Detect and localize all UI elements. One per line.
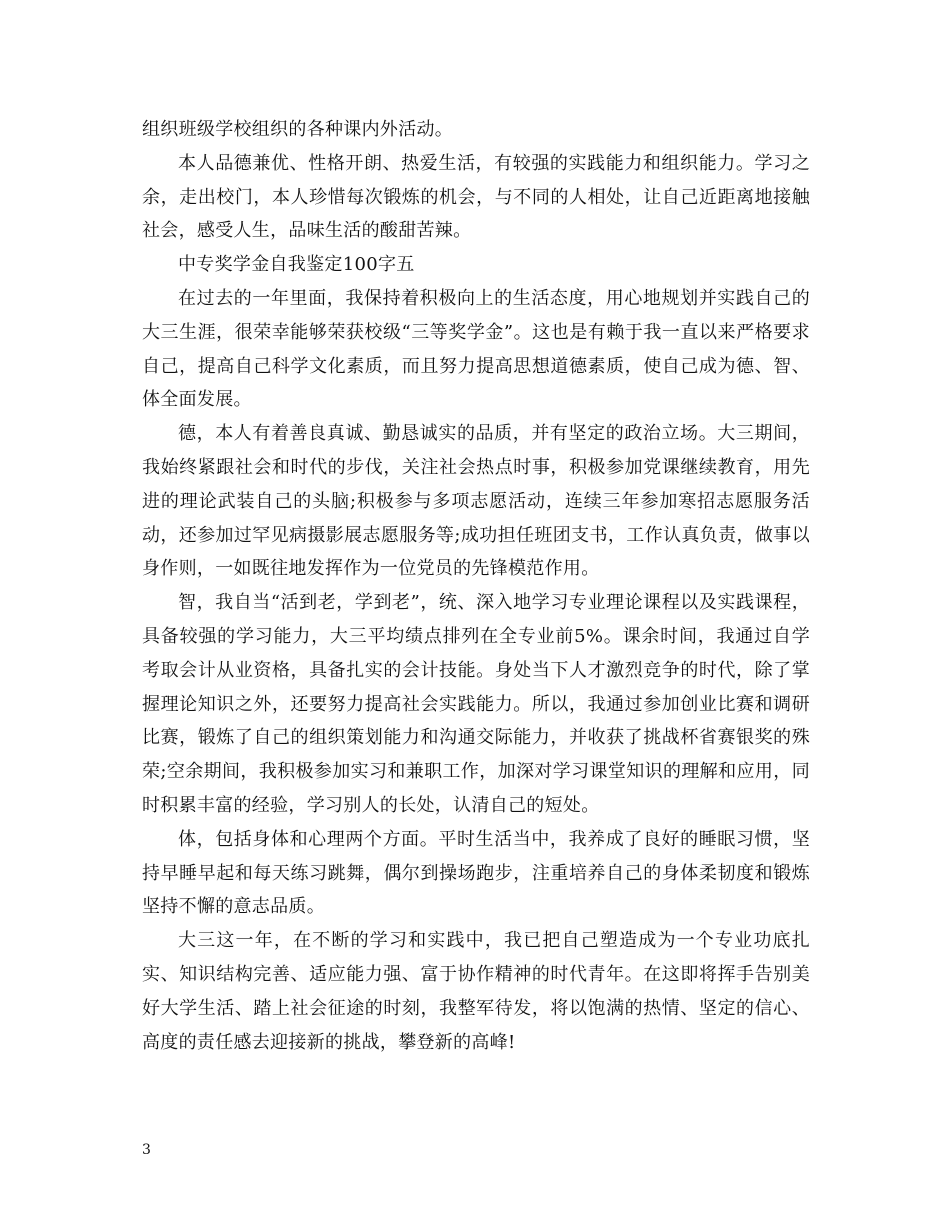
section-heading: 中专奖学金自我鉴定100字五 — [178, 254, 415, 276]
paragraph-conclusion: 大三这一年，在不断的学习和实践中，我已把自己塑造成为一个专业功底扎实、知识结构完善、适应能力强、富于协作精神的时代青年。在这即将挥手告别美好大学生活、踏上社会征途的时刻，我整军待发，将以饱满的热情、坚定的信心、高度的责任感去迎接新的挑战，攀登新的高峰! — [142, 930, 810, 1053]
paragraph-intellect: 智，我自当“活到老，学到老”，统、深入地学习专业理论课程以及实践课程，具备较强的学习能力，大三平均绩点排列在全专业前5%。课余时间，我通过自学考取会计从业资格，具备扎实的会计技能。身处当下人才激烈竞争的时代，除了掌握理论知识之外，还要努力提高社会实践能力。所以，我通过参加创业比赛和调研比赛，锻炼了自己的组织策划能力和沟通交际能力，并收获了挑战杯省赛银奖的殊荣;空余期间，我积极参加实习和兼职工作，加深对学习课堂知识的理解和应用，同时积累丰富的经验，学习别人的长处，认清自己的短处。 — [142, 592, 810, 816]
document-body — [142, 113, 810, 1059]
paragraph-morality: 德，本人有着善良真诚、勤恳诚实的品质，并有坚定的政治立场。大三期间，我始终紧跟社会和时代的步伐，关注社会热点时事，积极参加党课继续教育，用先进的理论武装自己的头脑;积极参与多项志愿活动，连续三年参加寒招志愿服务活动，还参加过罕见病摄影展志愿服务等;成功担任班团支书，工作认真负责，做事以身作则，一如既往地发挥作为一位党员的先锋模范作用。 — [142, 423, 810, 580]
page-number: 3 — [142, 1142, 151, 1158]
paragraph-continuation: 组织班级学校组织的各种课内外活动。 — [142, 119, 454, 140]
paragraph-physical: 体，包括身体和心理两个方面。平时生活当中，我养成了良好的睡眠习惯，坚持早睡早起和每天练习跳舞，偶尔到操场跑步，注重培养自己的身体柔韧度和锻炼坚持不懈的意志品质。 — [142, 828, 810, 918]
paragraph-character-description: 本人品德兼优、性格开朗、热爱生活，有较强的实践能力和组织能力。学习之余，走出校门，本人珍惜每次锻炼的机会，与不同的人相处，让自己近距离地接触社会，感受人生，品味生活的酸甜苦辣。 — [142, 152, 810, 242]
paragraph-intro: 在过去的一年里面，我保持着积极向上的生活态度，用心地规划并实践自己的大三生涯，很荣幸能够荣获校级“三等奖学金”。这也是有赖于我一直以来严格要求自己，提高自己科学文化素质，而且努力提高思想道德素质，使自己成为德、智、体全面发展。 — [142, 287, 810, 411]
